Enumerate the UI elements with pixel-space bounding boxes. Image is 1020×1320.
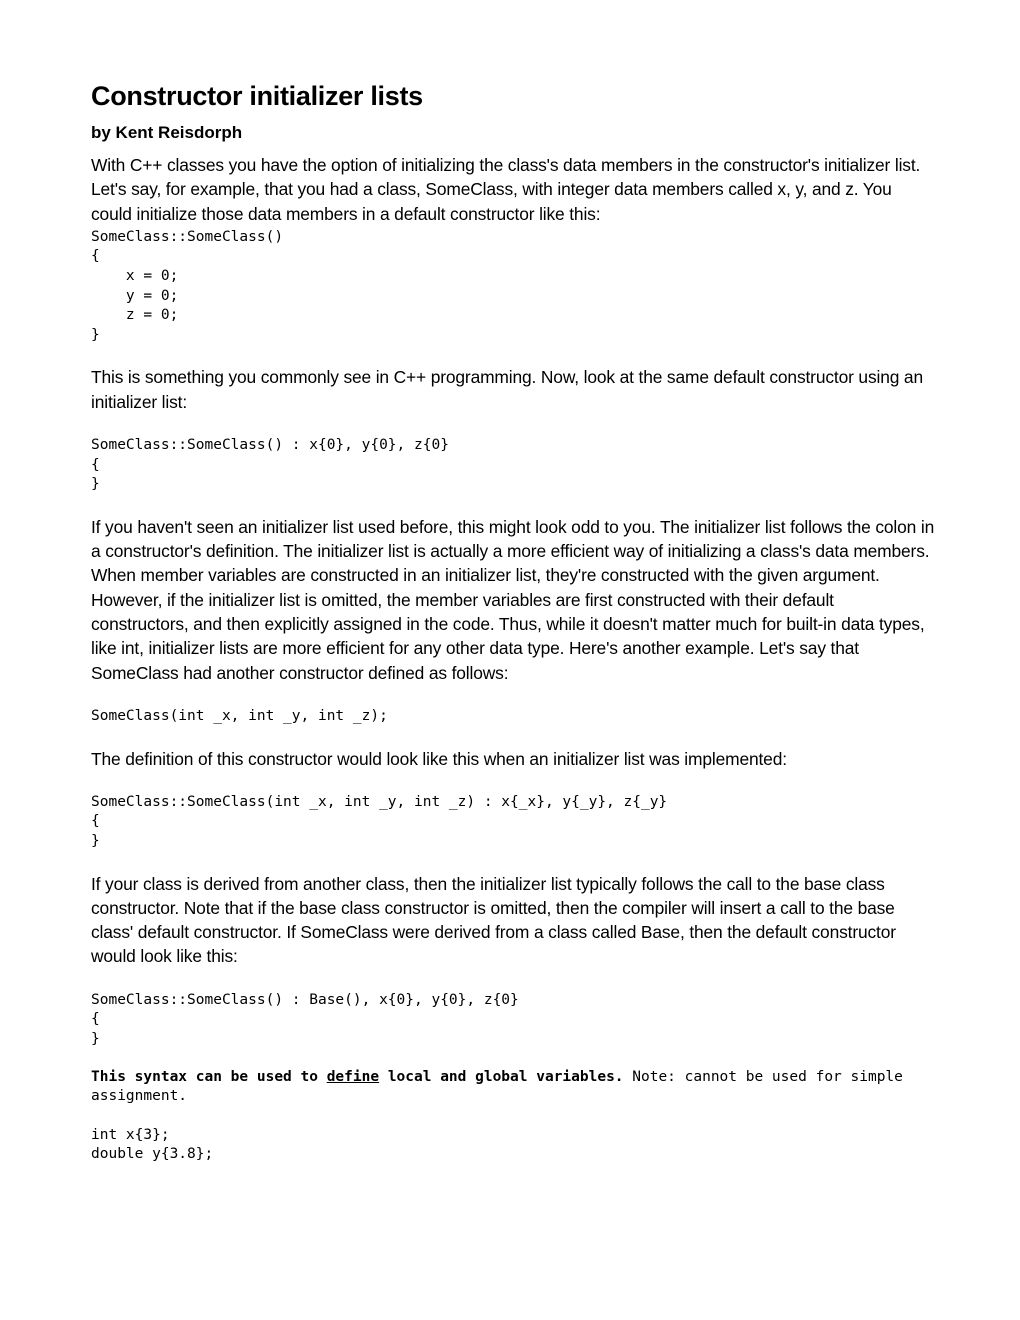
code-block-default-constructor: SomeClass::SomeClass() { x = 0; y = 0; z = 0; } <box>91 228 284 343</box>
paragraph-explanation: If you haven't seen an initializer list used before, this might look odd to you. The initializer list follows the colon in a constructor's definition. The initializer list is actually a more efficient way of initializing a class's data members. When member variables are constructed in an initializer list, they're constructed with the given argument. However, if the initializer list is omitted, the member variables are first constructed with their default constructors, and then explicitly assigned in the code. Thus, while it doesn't matter much for built-in data types, like int, initializer lists are more efficient for any other data type. Here's another example. Let's say that SomeClass had another constructor defined as follows: <box>91 516 935 683</box>
document-page <box>91 78 936 1165</box>
page-title: Constructor initializer lists <box>91 81 423 111</box>
paragraph-common-usage: This is something you commonly see in C++ programming. Now, look at the same default constructor using an initializer list: <box>91 367 923 412</box>
note-rest: Note: cannot be used for simple assignment. <box>91 1068 903 1105</box>
note-underlined-word: define <box>326 1068 380 1085</box>
paragraph-definition-intro: The definition of this constructor would look like this when an initializer list was implemented: <box>91 748 787 769</box>
intro-paragraph: With C++ classes you have the option of initializing the class's data members in the constructor's initializer list. Let's say, for example, that you had a class, SomeClass, with integer data members called x, y, and z. You could initialize those data members in a default constructor like this: <box>91 155 921 224</box>
note-bold-prefix: This syntax can be used to <box>91 1068 327 1085</box>
code-block-constructor-declaration: SomeClass(int _x, int _y, int _z); <box>91 707 388 724</box>
code-block-variable-init: int x{3}; double y{3.8}; <box>91 1126 214 1163</box>
code-block-base-constructor: SomeClass::SomeClass() : Base(), x{0}, y{0}, z{0} { } <box>91 991 519 1047</box>
syntax-note <box>91 1068 936 1107</box>
code-block-initializer-list: SomeClass::SomeClass() : x{0}, y{0}, z{0} { } <box>91 437 449 493</box>
code-block-constructor-definition: SomeClass::SomeClass(int _x, int _y, int _z) : x{_x}, y{_y}, z{_y} { } <box>91 793 668 849</box>
note-bold-suffix: local and global variables. <box>379 1068 624 1085</box>
paragraph-derived-class: If your class is derived from another class, then the initializer list typically follows the call to the base class constructor. Note that if the base class constructor is omitted, then the compiler will insert a call to the base class' default constructor. If SomeClass were derived from a class called Base, then the default constructor would look like this: <box>91 873 896 967</box>
author-byline: by Kent Reisdorph <box>91 123 243 142</box>
